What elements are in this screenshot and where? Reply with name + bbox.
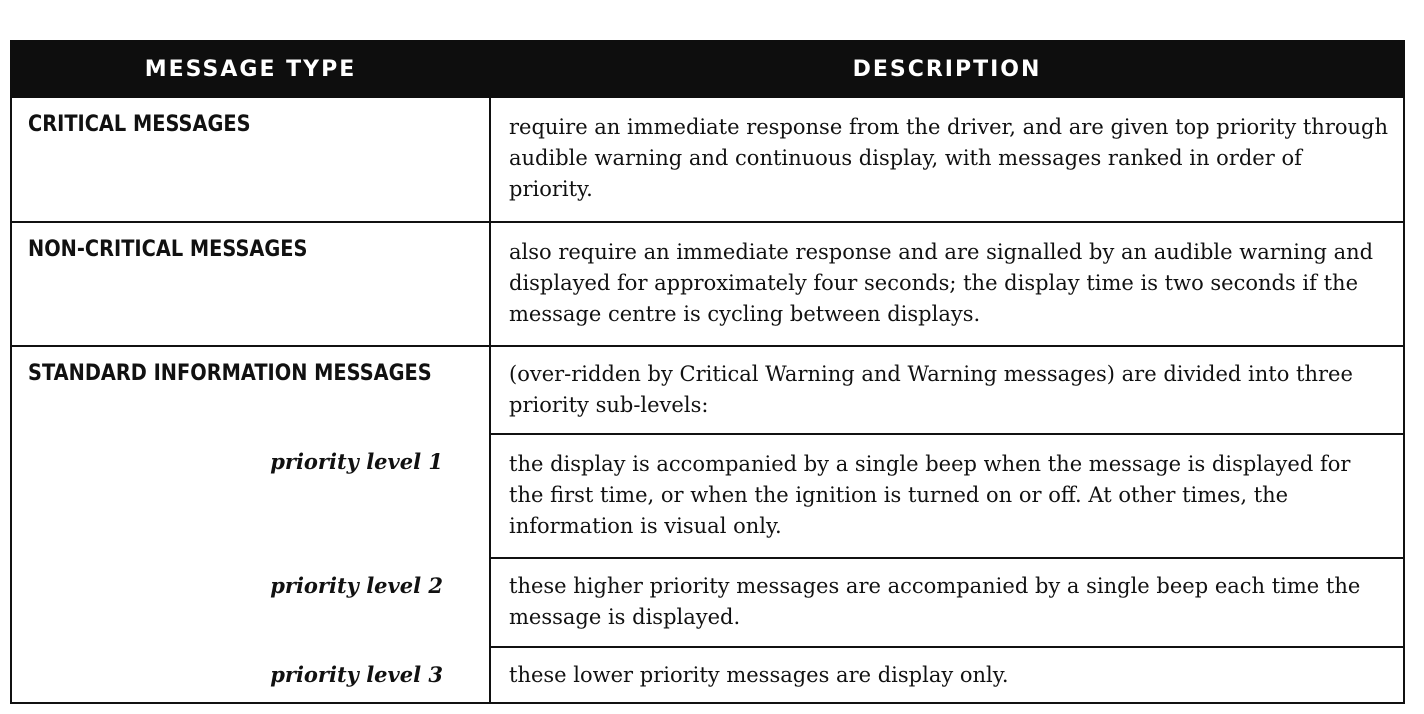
message-type-label: NON-CRITICAL MESSAGES	[28, 237, 308, 262]
description-cell: also require an immediate response and are signalled by an audible warning and displayed for approximately four seconds; the display time is two seconds if the message centre is cycling between displays.	[490, 222, 1404, 346]
description-cell: the display is accompanied by a single beep when the message is displayed for the first time, or when the ignition is turned on or off. At other times, the information is visual only.	[490, 434, 1404, 558]
description-cell: these higher priority messages are accompanied by a single beep each time the message is displayed.	[490, 558, 1404, 647]
message-type-label: CRITICAL MESSAGES	[28, 112, 251, 137]
priority-level-label: priority level 3	[11, 647, 490, 703]
table-row	[11, 647, 1404, 703]
priority-level-label: priority level 2	[11, 558, 490, 647]
table-header-row	[11, 40, 1404, 98]
priority-level-label: priority level 1	[11, 434, 490, 558]
header-message-type: MESSAGE TYPE	[11, 40, 490, 98]
message-type-cell	[11, 346, 490, 434]
message-type-table	[10, 40, 1405, 704]
table-row	[11, 346, 1404, 434]
description-cell: require an immediate response from the driver, and are given top priority through audible warning and continuous display, with messages ranked in order of priority.	[490, 98, 1404, 222]
description-cell: these lower priority messages are display only.	[490, 647, 1404, 703]
message-type-cell	[11, 222, 490, 346]
table-row	[11, 434, 1404, 558]
header-description: DESCRIPTION	[490, 40, 1404, 98]
message-type-label: STANDARD INFORMATION MESSAGES	[28, 361, 432, 386]
message-type-cell	[11, 98, 490, 222]
table-row	[11, 558, 1404, 647]
table-row	[11, 98, 1404, 222]
table-row	[11, 222, 1404, 346]
description-cell: (over-ridden by Critical Warning and Warning messages) are divided into three priority sub-levels:	[490, 346, 1404, 434]
